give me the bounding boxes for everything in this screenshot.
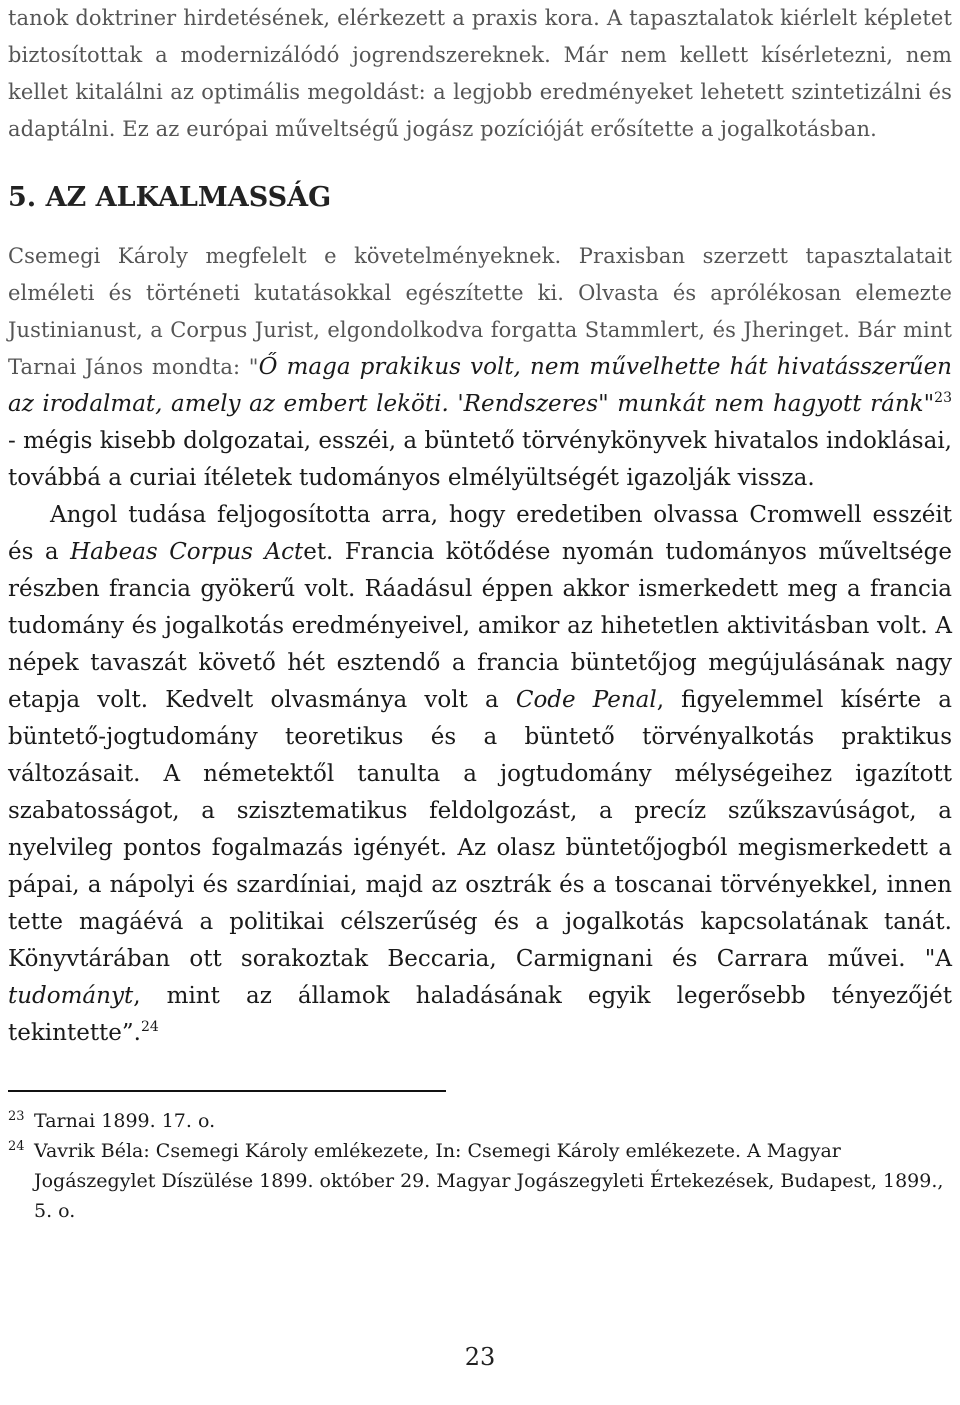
para1-quote-end: ": [923, 391, 935, 417]
para2-tudomanyt: tudományt: [8, 983, 134, 1009]
footnote-text: Tarnai 1899. 17. o.: [34, 1110, 216, 1132]
para2-habeas: Habeas Corpus Act: [70, 539, 304, 565]
para2-code-penal: Code Penal: [515, 687, 657, 713]
para1-text-a: Csemegi Károly megfelelt e követelményeknek. Praxisban szerzett tapasztalatait elméleti és történeti kutatásokkal egészítette ki. Olvasta és aprólékosan elemezte Justinianust, a Corpus Jurist, elgondolkodva forgatta Stammlert, és Jheringet. Bár mint Tarnai János mondta: ": [8, 244, 952, 379]
page-number: 23: [464, 1343, 496, 1371]
footnote-ref-23[interactable]: 23: [934, 390, 952, 406]
document-page: [8, 0, 952, 1371]
footnote-separator: [8, 1090, 446, 1092]
para2-text-a: Angol tudása feljogosította arra, hogy eredetiben olvassa Cromwell esszéit és a: [8, 502, 952, 565]
intro-paragraph: tanok doktriner hirdetésének, elérkezett a praxis kora. A tapasztalatok kiérlelt képletet biztosítottak a modernizálódó jogrendszereknek. Már nem kellett kísérletezni, nem kellet kitalálni az optimális megoldást: a legjobb eredményeket lehetett szintetizálni és adaptálni. Ez az európai műveltségű jogász pozícióját erősítette a jogalkotásban.: [8, 6, 952, 141]
section-heading: 5. AZ ALKALMASSÁG: [8, 182, 332, 213]
footnote-text: Vavrik Béla: Csemegi Károly emlékezete, In: Csemegi Károly emlékezete. A Magyar Jogászegylet Díszülése 1899. október 29. Magyar Jogászegyleti Értekezések, Budapest, 1899., 5. o.: [34, 1140, 944, 1222]
para2-text-d: , mint az államok haladásának egyik legerősebb tényezőjét tekintette”.: [8, 983, 952, 1046]
para1-text-b: - mégis kisebb dolgozatai, esszéi, a büntető törvénykönyvek hivatalos indoklásai, továbbá a curiai ítéletek tudományos elmélyültségét igazolják vissza.: [8, 428, 952, 491]
footnote-24: 24 Vavrik Béla: Csemegi Károly emlékezete, In: Csemegi Károly emlékezete. A Magyar Jogászegylet Díszülése 1899. október 29. Magyar Jogászegyleti Értekezések, Budapest, 1899., 5. o.: [8, 1139, 944, 1222]
para1-quote: Ő maga prakikus volt, nem művelhette hát hivatásszerűen az irodalmat, amely az embert leköti. 'Rendszeres" munkát nem hagyott ránk: [8, 354, 952, 417]
footnote-ref-24[interactable]: 24: [140, 1019, 159, 1035]
body-paragraph-2: [8, 497, 952, 1052]
para2-text-b: et. Francia kötődése nyomán tudományos műveltsége részben francia gyökerű volt. Ráadásul éppen akkor ismerkedett meg a francia tudomány és jogalkotás eredményeivel, amikor az hihetetlen aktivitásban volt. A népek tavaszát követő hét esztendő a francia büntetőjog megújulásának nagy etapja volt. Kedvelt olvasmánya volt a: [8, 539, 952, 713]
footnote-23: 23 Tarnai 1899. 17. o.: [8, 1109, 216, 1132]
body-paragraph-1: [8, 238, 952, 497]
para2-text-c: , figyelemmel kísérte a büntető-jogtudomány teoretikus és a büntető törvényalkotás praktikus változásait. A németektől tanulta a jogtudomány mélységeihez igazított szabatosságot, a szisztematikus feldolgozást, a precíz szűkszavúságot, a nyelvileg pontos fogalmazás igényét. Az olasz büntetőjogból megismerkedett a pápai, a nápolyi és szardíniai, majd az osztrák és a toscanai törvényekkel, innen tette magáévá a politikai célszerűség és a jogalkotás kapcsolatának tanát. Könyvtárában ott sorakoztak Beccaria, Carmignani és Carrara művei. "A: [8, 687, 952, 972]
